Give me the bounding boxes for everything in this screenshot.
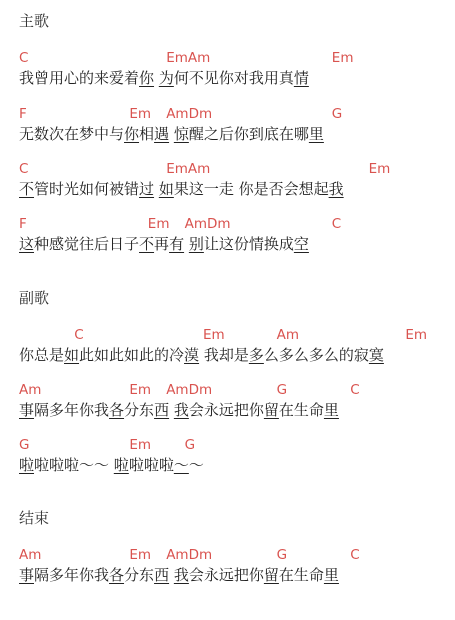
chord-anchor-char: 我: [328, 180, 344, 198]
lyric-segment: 相: [139, 125, 155, 143]
lyric-segment: 让这份情换成: [203, 235, 294, 253]
lyric-segment: 醒之后你到底在哪: [188, 125, 309, 143]
chord-label: G: [276, 547, 288, 563]
lyric-segment: 我曾用心的来爱着: [19, 69, 140, 87]
chord-anchor-char: 不: [19, 180, 35, 198]
chord-row: [19, 161, 455, 179]
chord-label: Em: [129, 382, 152, 398]
lyric-segment: 啦啦啦～～: [34, 456, 114, 474]
chord-row: [19, 547, 455, 565]
chord-anchor-char: 各: [109, 566, 125, 584]
chord-label: AmDm: [166, 547, 213, 563]
lyric-text: [19, 345, 384, 365]
chord-anchor-char: 漠: [184, 346, 200, 364]
chord-anchor-char: 西: [154, 401, 170, 419]
lyric-line: [19, 161, 455, 209]
chord-anchor-char: 留: [263, 401, 279, 419]
chord-anchor-char: 别: [188, 235, 204, 253]
chord-label: AmDm: [166, 106, 213, 122]
chord-label: Em: [129, 437, 152, 453]
chord-label: Em: [147, 216, 170, 232]
section-title: 副歌: [19, 289, 50, 307]
lyric-segment: 你总是: [19, 346, 65, 364]
lyric-segment: 无数次在梦中与: [19, 125, 125, 143]
chord-label: Em: [129, 106, 152, 122]
chord-label: Am: [19, 382, 42, 398]
lyric-segment: 会永远把你: [188, 566, 264, 584]
chord-anchor-char: 寞: [368, 346, 384, 364]
lyric-segment: ～: [188, 456, 204, 474]
chord-anchor-char: 你: [139, 69, 155, 87]
lyric-segment: 在生命: [278, 566, 324, 584]
chord-label: EmAm: [166, 50, 211, 66]
chord-anchor-char: 西: [154, 566, 170, 584]
lyric-line: [19, 437, 455, 485]
chord-label: C: [350, 547, 360, 563]
chord-row: [19, 382, 455, 400]
chord-label: Em: [203, 327, 225, 343]
chord-anchor-char: 过: [139, 180, 155, 198]
lyric-text: [19, 455, 204, 475]
chord-label: AmDm: [166, 382, 213, 398]
chord-anchor-char: 情: [293, 69, 309, 87]
lyric-segment: 我却是: [199, 346, 249, 364]
lyric-segment: 会永远把你: [188, 401, 264, 419]
chord-label: C: [19, 161, 29, 177]
chord-row: [19, 216, 455, 234]
chord-anchor-char: 如: [64, 346, 80, 364]
lyric-segment: 此如此如此的冷: [79, 346, 185, 364]
chord-anchor-char: 事: [19, 566, 35, 584]
chord-label: F: [19, 106, 27, 122]
chord-label: Am: [276, 327, 299, 343]
lyric-line: [19, 106, 455, 154]
chord-anchor-char: 不: [139, 235, 155, 253]
lyric-text: [19, 565, 339, 585]
lyric-segment: 隔多年你我: [34, 566, 110, 584]
chord-anchor-char: 里: [323, 566, 339, 584]
chord-label: Em: [405, 327, 428, 343]
chord-row: [19, 327, 455, 345]
lyric-segment: 何不见你对我用真: [173, 69, 294, 87]
chord-anchor-char: 留: [263, 566, 279, 584]
chord-label: EmAm: [166, 161, 211, 177]
chord-label: Am: [19, 547, 42, 563]
lyric-segment: 再: [154, 235, 170, 253]
chord-anchor-char: 我: [173, 401, 189, 419]
chord-anchor-char: 空: [293, 235, 309, 253]
lyric-segment: 管时光如何被错: [34, 180, 140, 198]
chord-label: Em: [129, 547, 152, 563]
chord-label: C: [19, 50, 29, 66]
chord-label: C: [74, 327, 84, 343]
chord-label: C: [331, 216, 342, 232]
chord-label: G: [276, 382, 288, 398]
section-title: 结束: [19, 509, 50, 527]
chord-anchor-char: 我: [173, 566, 189, 584]
lyric-segment: 么多么多么的寂: [263, 346, 369, 364]
lyric-segment: 啦啦啦: [128, 456, 174, 474]
chord-anchor-char: 啦: [113, 456, 129, 474]
chord-anchor-char: ～: [173, 456, 189, 474]
chord-anchor-char: 各: [109, 401, 125, 419]
lyric-text: [19, 400, 339, 420]
section-title: 主歌: [19, 12, 50, 30]
lyric-line: [19, 547, 455, 595]
chord-label: C: [350, 382, 360, 398]
chord-label: Em: [368, 161, 391, 177]
lyric-text: [19, 234, 309, 254]
chord-label: G: [184, 437, 196, 453]
lyric-text: [19, 68, 309, 88]
lyric-line: [19, 382, 455, 430]
chord-anchor-char: 多: [248, 346, 264, 364]
chord-anchor-char: 有: [169, 235, 185, 253]
chord-anchor-char: 为: [158, 69, 174, 87]
chord-label: G: [19, 437, 30, 453]
lyric-line: [19, 327, 455, 375]
chord-row: [19, 437, 455, 455]
chord-anchor-char: 啦: [19, 456, 35, 474]
lyric-segment: 在生命: [278, 401, 324, 419]
chord-anchor-char: 事: [19, 401, 35, 419]
lyric-segment: 分东: [124, 566, 155, 584]
lyric-segment: 果这一走 你是否会想起: [173, 180, 329, 198]
chord-anchor-char: 遇: [154, 125, 170, 143]
chord-label: F: [19, 216, 27, 232]
chord-anchor-char: 如: [158, 180, 174, 198]
lyric-segment: 隔多年你我: [34, 401, 110, 419]
chord-anchor-char: 里: [308, 125, 324, 143]
lyric-segment: 种感觉往后日子: [34, 235, 140, 253]
chord-anchor-char: 里: [323, 401, 339, 419]
chord-anchor-char: 你: [124, 125, 140, 143]
chord-row: [19, 106, 455, 124]
chord-anchor-char: 惊: [173, 125, 189, 143]
chord-anchor-char: 这: [19, 235, 35, 253]
lyric-segment: 分东: [124, 401, 155, 419]
chord-label: AmDm: [184, 216, 231, 232]
lyric-text: [19, 124, 324, 144]
lyric-line: [19, 50, 455, 98]
chord-label: G: [331, 106, 343, 122]
chord-row: [19, 50, 455, 68]
lyric-line: [19, 216, 455, 264]
lyric-text: [19, 179, 344, 199]
chord-label: Em: [331, 50, 354, 66]
